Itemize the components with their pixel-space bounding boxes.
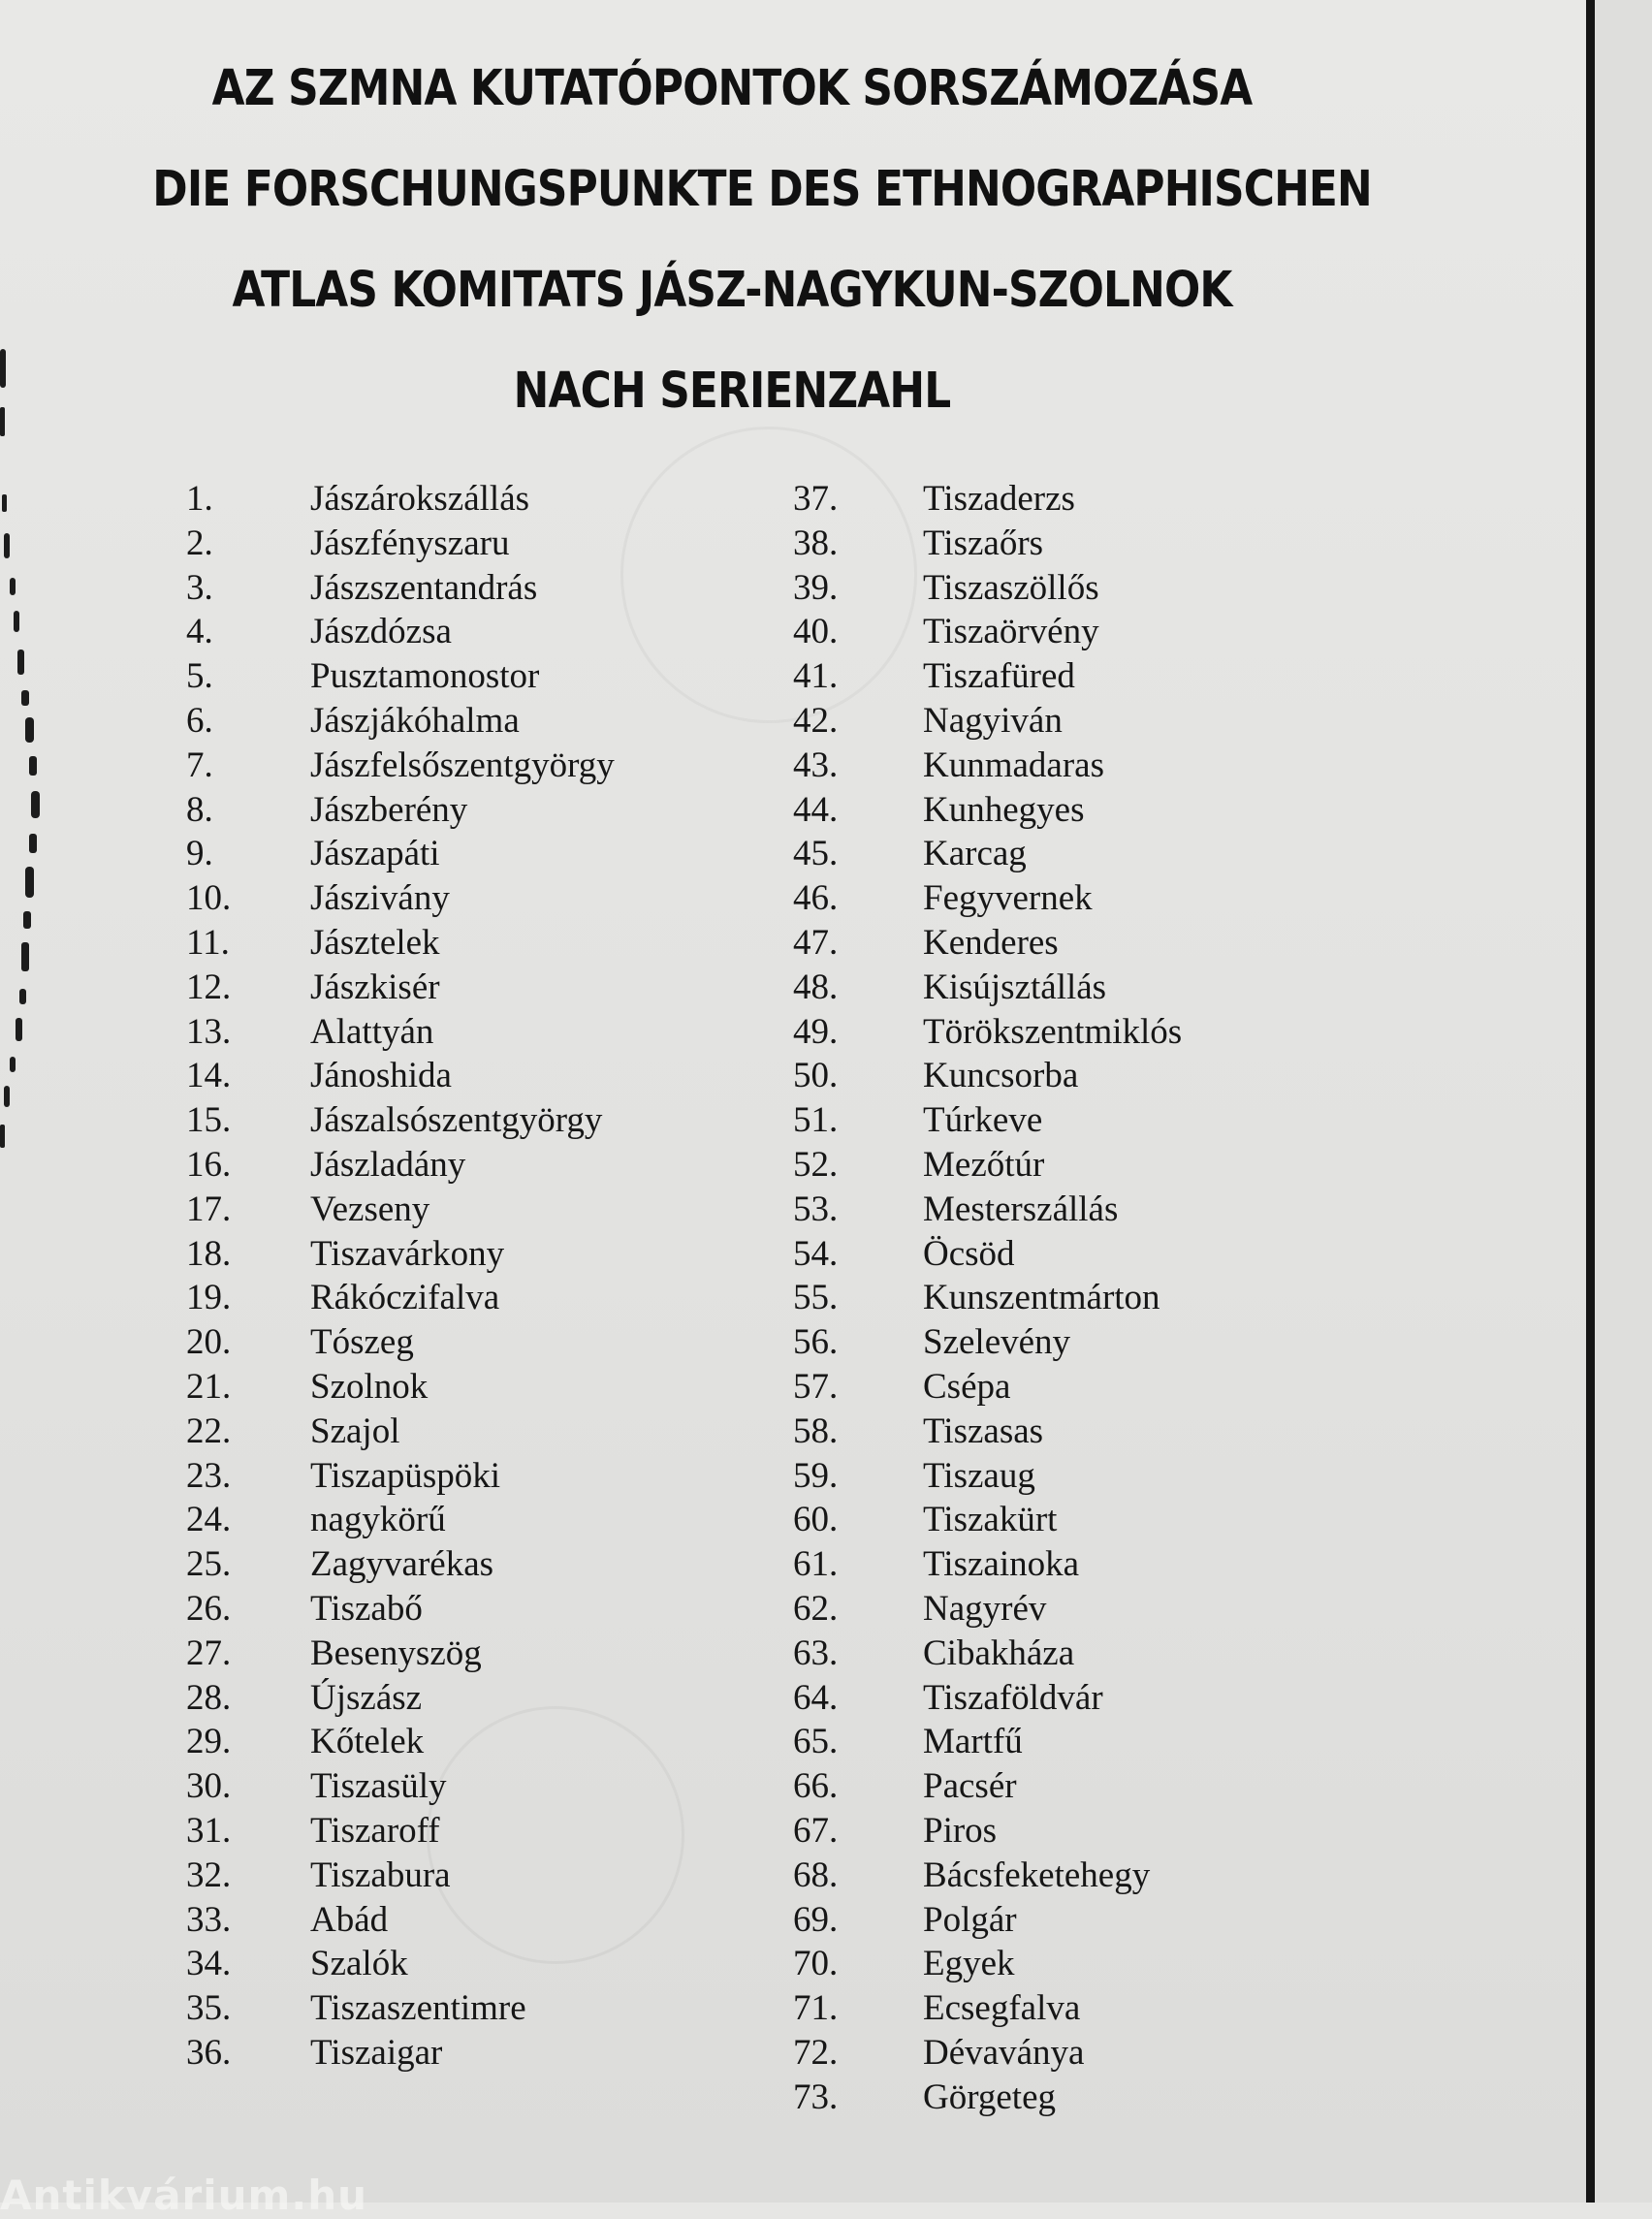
item-number: 42. (793, 700, 839, 741)
item-place-name: Tiszaszentimre (310, 1988, 526, 2029)
item-number: 23. (186, 1455, 232, 1496)
item-place-name: Tiszaigar (310, 2032, 443, 2073)
item-number: 6. (186, 700, 213, 741)
item-number: 55. (793, 1278, 839, 1318)
item-number: 27. (186, 1633, 232, 1673)
item-place-name: Egyek (923, 1944, 1015, 1984)
item-place-name: Jászladány (310, 1144, 466, 1185)
item-number: 19. (186, 1278, 232, 1318)
item-number: 25. (186, 1544, 232, 1585)
item-place-name: Tiszakürt (923, 1500, 1058, 1540)
item-number: 3. (186, 567, 213, 608)
page-edge-rule (1586, 0, 1595, 2203)
item-number: 13. (186, 1011, 232, 1052)
item-number: 20. (186, 1322, 232, 1363)
item-number: 36. (186, 2032, 232, 2073)
item-number: 5. (186, 656, 213, 697)
title-german-line-2: ATLAS KOMITATS JÁSZ-NAGYKUN-SZOLNOK (232, 262, 1232, 319)
item-place-name: Kenderes (923, 922, 1059, 963)
item-place-name: Tiszavárkony (310, 1233, 505, 1274)
item-place-name: Polgár (923, 1899, 1017, 1940)
title-hungarian: AZ SZMNA KUTATÓPONTOK SORSZÁMOZÁSA (211, 60, 1253, 117)
item-number: 8. (186, 789, 213, 830)
item-place-name: Tószeg (310, 1322, 414, 1363)
item-number: 29. (186, 1722, 232, 1762)
item-number: 47. (793, 922, 839, 963)
item-number: 60. (793, 1500, 839, 1540)
item-number: 2. (186, 523, 213, 563)
item-place-name: Kőtelek (310, 1722, 425, 1762)
item-number: 14. (186, 1056, 232, 1096)
item-number: 69. (793, 1899, 839, 1940)
item-number: 68. (793, 1854, 839, 1895)
item-number: 48. (793, 967, 839, 1007)
item-number: 53. (793, 1189, 839, 1229)
item-number: 72. (793, 2032, 839, 2073)
item-number: 15. (186, 1100, 232, 1141)
item-place-name: Bácsfeketehegy (923, 1854, 1151, 1895)
item-number: 50. (793, 1056, 839, 1096)
item-number: 56. (793, 1322, 839, 1363)
item-place-name: Tiszasüly (310, 1766, 447, 1807)
item-place-name: Törökszentmiklós (923, 1011, 1183, 1052)
item-place-name: Kunhegyes (923, 789, 1085, 830)
item-place-name: Szelevény (923, 1322, 1071, 1363)
item-number: 44. (793, 789, 839, 830)
item-place-name: Jászszentandrás (310, 567, 538, 608)
item-number: 70. (793, 1944, 839, 1984)
item-place-name: Jászjákóhalma (310, 700, 520, 741)
item-number: 37. (793, 479, 839, 519)
item-number: 58. (793, 1411, 839, 1451)
item-place-name: Tiszabő (310, 1588, 423, 1629)
item-number: 24. (186, 1500, 232, 1540)
item-number: 18. (186, 1233, 232, 1274)
title-german-line-1: DIE FORSCHUNGSPUNKTE DES ETHNOGRAPHISCHEN (152, 161, 1372, 218)
item-place-name: Újszász (310, 1677, 423, 1718)
item-place-name: Vezseny (310, 1189, 430, 1229)
item-place-name: Szajol (310, 1411, 400, 1451)
item-place-name: Jászfényszaru (310, 523, 510, 563)
item-number: 49. (793, 1011, 839, 1052)
item-place-name: Jászkisér (310, 967, 440, 1007)
item-place-name: Fegyvernek (923, 878, 1093, 919)
item-number: 51. (793, 1100, 839, 1141)
item-place-name: Rákóczifalva (310, 1278, 500, 1318)
item-place-name: Tiszafüred (923, 656, 1075, 697)
item-number: 52. (793, 1144, 839, 1185)
item-number: 9. (186, 834, 213, 874)
item-number: 10. (186, 878, 232, 919)
item-place-name: Mezőtúr (923, 1144, 1045, 1185)
item-place-name: Tiszapüspöki (310, 1455, 501, 1496)
item-number: 22. (186, 1411, 232, 1451)
item-number: 65. (793, 1722, 839, 1762)
item-number: 63. (793, 1633, 839, 1673)
item-place-name: Zagyvarékas (310, 1544, 494, 1585)
item-number: 61. (793, 1544, 839, 1585)
item-place-name: Mesterszállás (923, 1189, 1119, 1229)
item-place-name: Dévaványa (923, 2032, 1085, 2073)
item-number: 57. (793, 1366, 839, 1407)
title-german-line-3: NACH SERIENZAHL (513, 363, 951, 420)
item-place-name: Besenyszög (310, 1633, 482, 1673)
page-edge-strip (1595, 0, 1652, 2203)
faded-stamp (427, 1706, 684, 1964)
item-number: 28. (186, 1677, 232, 1718)
item-place-name: Jászfelsőszentgyörgy (310, 745, 615, 785)
item-place-name: Martfű (923, 1722, 1023, 1762)
item-number: 32. (186, 1854, 232, 1895)
item-place-name: Tiszaföldvár (923, 1677, 1103, 1718)
item-place-name: Piros (923, 1810, 998, 1851)
item-number: 71. (793, 1988, 839, 2029)
item-number: 35. (186, 1988, 232, 2029)
item-number: 73. (793, 2076, 839, 2117)
item-number: 4. (186, 612, 213, 652)
item-place-name: Jászdózsa (310, 612, 452, 652)
item-place-name: Alattyán (310, 1011, 434, 1052)
item-place-name: Tiszaroff (310, 1810, 440, 1851)
item-number: 64. (793, 1677, 839, 1718)
item-place-name: Szalók (310, 1944, 408, 1984)
item-number: 30. (186, 1766, 232, 1807)
page-header (58, 39, 1406, 442)
item-place-name: Pacsér (923, 1766, 1017, 1807)
item-place-name: Tiszaőrs (923, 523, 1044, 563)
item-place-name: Kisújsztállás (923, 967, 1107, 1007)
item-place-name: Nagyiván (923, 700, 1063, 741)
item-place-name: Tiszaug (923, 1455, 1035, 1496)
item-place-name: Tiszabura (310, 1854, 451, 1895)
item-place-name: Szolnok (310, 1366, 429, 1407)
item-number: 45. (793, 834, 839, 874)
item-place-name: Kuncsorba (923, 1056, 1079, 1096)
item-number: 43. (793, 745, 839, 785)
faded-stamp (620, 427, 917, 723)
item-number: 66. (793, 1766, 839, 1807)
item-place-name: Tiszaszöllős (923, 567, 1099, 608)
item-place-name: Nagyrév (923, 1588, 1047, 1629)
item-place-name: Tiszasas (923, 1411, 1044, 1451)
item-number: 11. (186, 922, 230, 963)
item-place-name: Tiszaderzs (923, 479, 1075, 519)
item-number: 39. (793, 567, 839, 608)
item-place-name: Cibakháza (923, 1633, 1075, 1673)
watermark: Antikvárium.hu (0, 2171, 368, 2219)
item-number: 1. (186, 479, 213, 519)
item-number: 59. (793, 1455, 839, 1496)
item-number: 54. (793, 1233, 839, 1274)
item-place-name: Jászárokszállás (310, 479, 530, 519)
item-number: 62. (793, 1588, 839, 1629)
item-number: 33. (186, 1899, 232, 1940)
item-place-name: Jászalsószentgyörgy (310, 1100, 603, 1141)
item-place-name: Abád (310, 1899, 389, 1940)
item-place-name: Jászapáti (310, 834, 440, 874)
item-place-name: Jászivány (310, 878, 450, 919)
item-number: 21. (186, 1366, 232, 1407)
item-place-name: Ecsegfalva (923, 1988, 1081, 2029)
item-number: 41. (793, 656, 839, 697)
item-number: 46. (793, 878, 839, 919)
item-place-name: Jánoshida (310, 1056, 452, 1096)
item-number: 17. (186, 1189, 232, 1229)
item-place-name: Karcag (923, 834, 1027, 874)
item-number: 12. (186, 967, 232, 1007)
item-number: 67. (793, 1810, 839, 1851)
item-number: 40. (793, 612, 839, 652)
item-place-name: Kunszentmárton (923, 1278, 1160, 1318)
item-number: 16. (186, 1144, 232, 1185)
item-place-name: Tiszaörvény (923, 612, 1099, 652)
item-place-name: Túrkeve (923, 1100, 1043, 1141)
item-place-name: Öcsöd (923, 1233, 1015, 1274)
map-border-fragment (0, 349, 47, 1163)
item-place-name: Jászberény (310, 789, 468, 830)
item-place-name: Görgeteg (923, 2076, 1056, 2117)
item-place-name: nagykörű (310, 1500, 446, 1540)
item-place-name: Csépa (923, 1366, 1011, 1407)
item-place-name: Pusztamonostor (310, 656, 540, 697)
item-number: 38. (793, 523, 839, 563)
item-number: 34. (186, 1944, 232, 1984)
item-number: 26. (186, 1588, 232, 1629)
item-place-name: Kunmadaras (923, 745, 1104, 785)
item-number: 31. (186, 1810, 232, 1851)
item-place-name: Jásztelek (310, 922, 440, 963)
item-number: 7. (186, 745, 213, 785)
item-place-name: Tiszainoka (923, 1544, 1080, 1585)
